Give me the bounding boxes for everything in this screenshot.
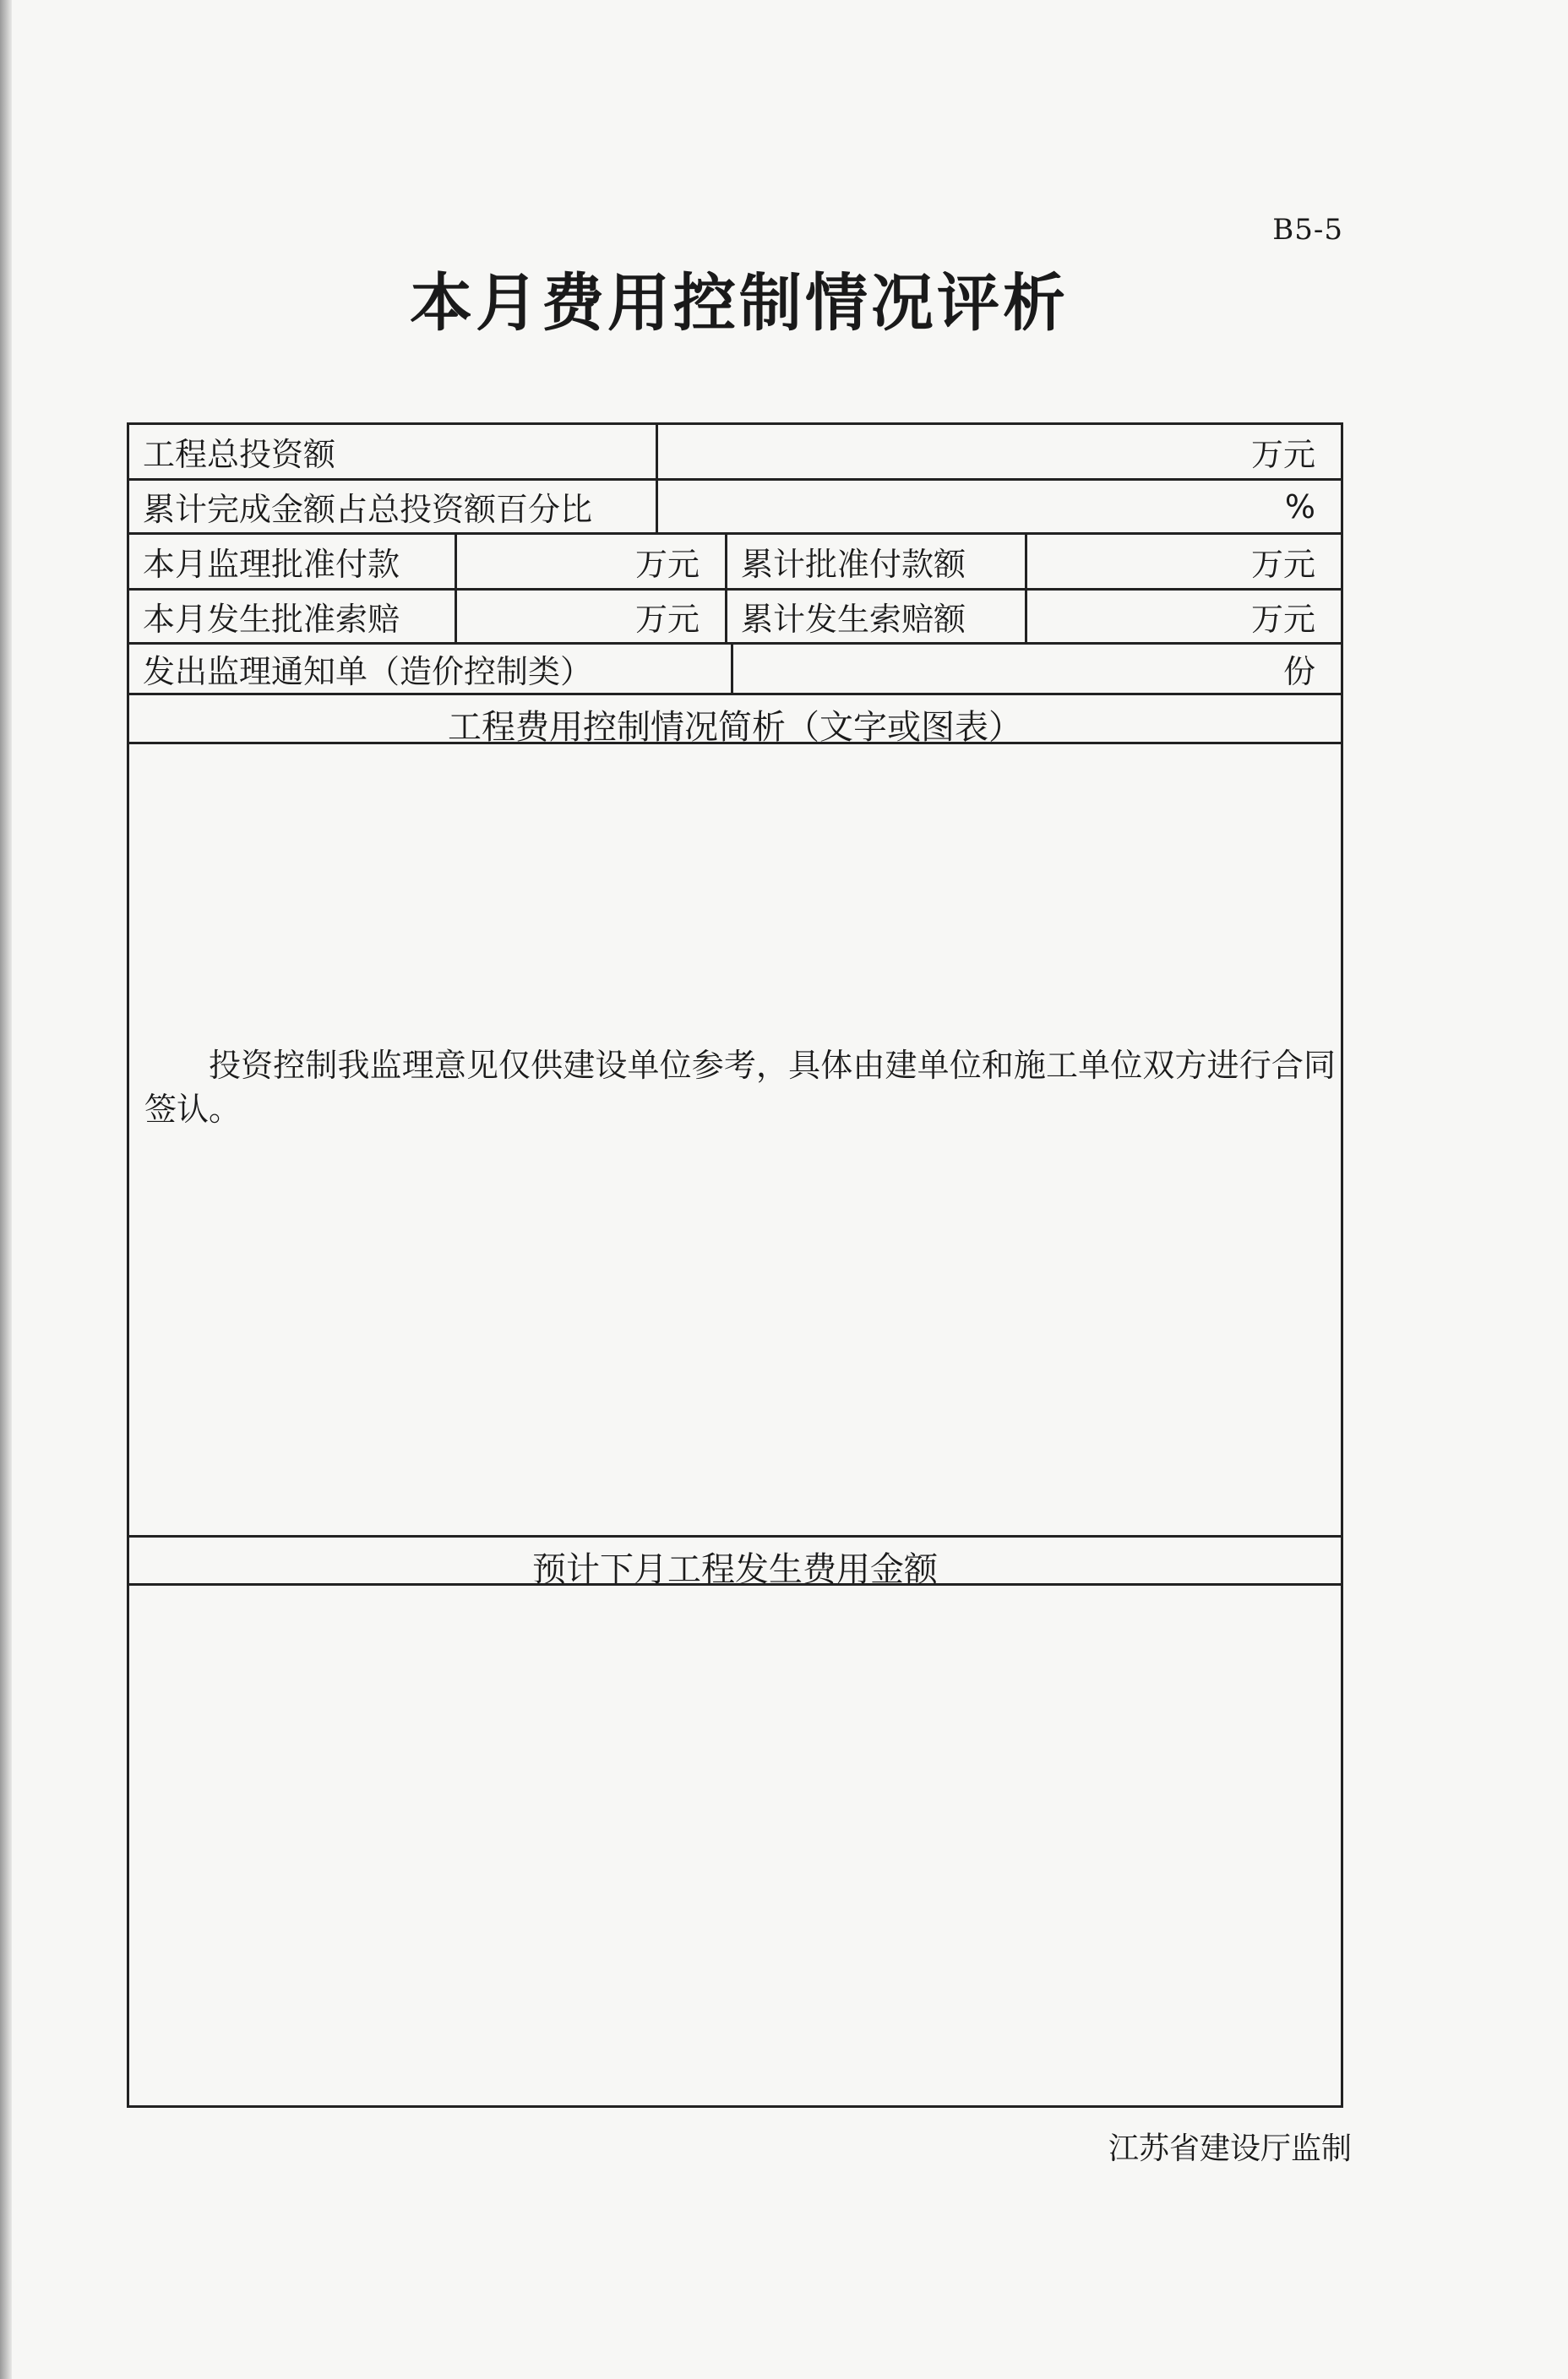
form-code: B5-5 <box>1272 213 1343 247</box>
completion-percent-value-cell[interactable] <box>656 481 1341 532</box>
row-claims <box>129 591 1341 645</box>
cumulative-claims-value-cell[interactable] <box>1025 591 1341 642</box>
monthly-approved-payment-unit: 万元 <box>634 546 700 583</box>
row-total-investment <box>129 425 1341 481</box>
next-month-heading-row <box>129 1535 1341 1589</box>
analysis-heading-row <box>129 695 1341 747</box>
monthly-approved-claims-unit: 万元 <box>634 601 700 638</box>
cumulative-claims-label: 累计发生索赔额 <box>725 591 1025 642</box>
supervision-notices-unit: 份 <box>1282 653 1315 690</box>
cumulative-approved-payment-label: 累计批准付款额 <box>725 535 1025 588</box>
monthly-approved-payment-value-cell[interactable] <box>455 535 725 588</box>
issuer-footer: 江苏省建设厅监制 <box>1108 2131 1352 2166</box>
supervision-notices-label: 发出监理通知单（造价控制类） <box>143 653 593 690</box>
row-supervision-notices <box>129 645 1341 695</box>
completion-percent-unit: % <box>1284 487 1315 525</box>
cost-control-form-table <box>127 422 1343 2108</box>
monthly-approved-claims-label: 本月发生批准索赔 <box>143 601 400 638</box>
supervision-notices-value-cell[interactable] <box>731 645 1341 693</box>
page-edge-shadow <box>0 0 12 2379</box>
monthly-approved-payment-label: 本月监理批准付款 <box>143 546 400 583</box>
next-month-heading: 预计下月工程发生费用金额 <box>532 1550 938 1589</box>
cumulative-claims-unit: 万元 <box>1250 601 1315 638</box>
total-investment-unit: 万元 <box>1250 436 1315 473</box>
row-completion-percent <box>129 481 1341 535</box>
monthly-approved-claims-value-cell[interactable] <box>455 591 725 642</box>
completion-percent-label: 累计完成金额占总投资额百分比 <box>143 491 593 528</box>
analysis-heading: 工程费用控制情况简析（文字或图表） <box>448 708 1022 747</box>
cumulative-approved-payment-unit: 万元 <box>1250 546 1315 583</box>
total-investment-value-cell[interactable] <box>656 425 1341 478</box>
total-investment-label: 工程总投资额 <box>143 436 336 473</box>
row-payments <box>129 535 1341 591</box>
cumulative-approved-payment-value-cell[interactable] <box>1025 535 1341 588</box>
analysis-note[interactable]: 投资控制我监理意见仅供建设单位参考，具体由建单位和施工单位双方进行合同签认。 <box>144 1047 1336 1128</box>
form-title: 本月费用控制情况评析 <box>410 267 1069 340</box>
